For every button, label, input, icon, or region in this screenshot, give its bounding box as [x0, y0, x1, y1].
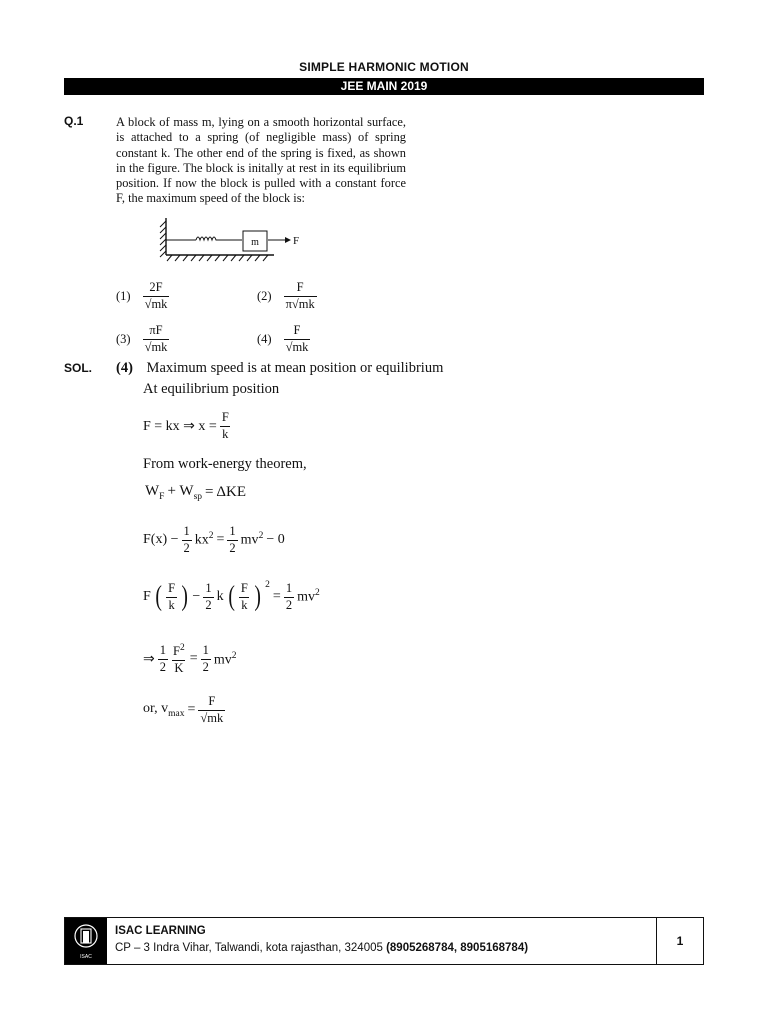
denominator: 2: [229, 540, 236, 555]
fraction-half: [284, 582, 294, 613]
solution-line-1: [116, 360, 443, 377]
denominator: k: [241, 597, 248, 612]
fraction-half: [201, 644, 211, 675]
denominator: 2: [159, 659, 166, 674]
numerator: 2F: [149, 280, 163, 294]
question-line: F, the maximum speed of the block is:: [116, 191, 305, 206]
solution-line-3: From work-energy theorem,: [143, 456, 307, 472]
fraction-half: [182, 525, 192, 556]
option-number: (2): [257, 288, 272, 303]
equation-4: [143, 582, 320, 613]
option-fraction: [284, 324, 311, 355]
denominator: 2: [205, 597, 212, 612]
wsp-sub: sp: [193, 492, 203, 502]
numerator: F: [221, 410, 229, 424]
isac-logo: [65, 918, 107, 964]
denominator: √mk: [144, 339, 168, 354]
exponent: 2: [314, 588, 320, 599]
equation-work-energy: [145, 483, 246, 502]
numerator: 1: [202, 643, 209, 658]
implies-arrow: ⇒: [143, 651, 155, 667]
exponent: 2: [231, 650, 237, 661]
numerator: F: [172, 644, 180, 659]
fraction: [198, 695, 225, 726]
equals: =: [189, 651, 198, 667]
numerator: F: [208, 694, 216, 708]
term: k: [216, 589, 224, 605]
term: F: [143, 589, 151, 605]
exam-banner: JEE MAIN 2019: [64, 78, 704, 95]
solution-line-2: At equilibrium position: [143, 381, 280, 397]
question-line: is attached to a spring (of negligible mass) of spring: [116, 130, 406, 145]
minus: −: [192, 589, 201, 605]
equation-text: F(x) −: [143, 532, 179, 548]
wall-hatch: [160, 221, 166, 257]
term: mv: [213, 652, 232, 668]
denominator: √mk: [144, 296, 168, 311]
denominator: √mk: [285, 339, 309, 354]
floor-hatch: [167, 255, 268, 261]
spring-block-figure: [150, 215, 310, 265]
numerator: 1: [183, 524, 190, 538]
option-number: (4): [257, 331, 272, 346]
organization-address: [115, 942, 528, 954]
fraction-half: [227, 525, 237, 556]
numerator: F: [168, 581, 176, 595]
equals: =: [272, 589, 281, 605]
fraction: [220, 411, 231, 442]
question-line: constant k. The other end of the spring is fixed, as shown: [116, 145, 406, 160]
option-1[interactable]: [116, 281, 169, 312]
solution-text: Maximum speed is at mean position or equilibrium: [146, 360, 444, 376]
equation-rhs: = ΔKE: [205, 484, 247, 500]
left-paren: (: [227, 581, 235, 613]
denominator: K: [174, 660, 184, 675]
equation-5: [143, 643, 236, 676]
right-paren: ): [254, 581, 261, 613]
block-label: m: [251, 237, 259, 248]
wsp: + W: [167, 483, 194, 499]
question-line: in the figure. The block is initally at rest in its equilibrium: [116, 160, 406, 175]
address-text: CP – 3 Indra Vihar, Talwandi, kota rajasthan, 324005: [115, 942, 387, 954]
option-number: (3): [116, 331, 131, 346]
wf: W: [145, 483, 160, 499]
term: mv: [240, 533, 259, 549]
equation-3: [143, 525, 285, 556]
fraction: [166, 582, 177, 613]
equals: =: [216, 532, 225, 548]
equation-text: F = kx ⇒ x =: [143, 418, 217, 434]
organization-name: ISAC LEARNING: [115, 925, 206, 937]
logo-text: ISAC: [80, 954, 92, 960]
fraction: [239, 582, 250, 613]
solution-label: SOL.: [64, 361, 93, 375]
question-text: [116, 115, 406, 207]
equation-equilibrium: [143, 411, 231, 442]
option-fraction: [143, 281, 170, 312]
equals: =: [187, 702, 196, 718]
numerator: πF: [149, 323, 163, 337]
numerator: 1: [229, 524, 236, 538]
exponent: 2: [208, 531, 214, 542]
page-number: 1: [656, 918, 703, 964]
option-4[interactable]: [257, 324, 310, 355]
term: mv: [297, 590, 315, 606]
denominator: π√mk: [285, 296, 315, 311]
denominator: k: [222, 426, 229, 441]
wf-sub: F: [159, 492, 165, 502]
equation-vmax: [143, 695, 225, 726]
numerator: 1: [205, 581, 212, 595]
term: or, v: [143, 701, 169, 717]
document-title: SIMPLE HARMONIC MOTION: [299, 60, 469, 74]
option-number: (1): [116, 288, 131, 303]
force-label: F: [293, 235, 300, 247]
exponent: 2: [179, 643, 185, 653]
solution-answer: (4): [116, 360, 133, 376]
numerator: 1: [159, 643, 166, 658]
fraction-half: [203, 582, 213, 613]
term: kx: [194, 533, 209, 549]
option-3[interactable]: [116, 324, 169, 355]
exponent: 2: [258, 531, 264, 542]
phone-numbers: (8905268784, 8905168784): [386, 942, 529, 954]
right-paren: ): [181, 581, 189, 613]
numerator: F: [296, 280, 304, 294]
numerator: F: [293, 323, 301, 337]
denominator: k: [168, 597, 175, 612]
fraction: [171, 643, 187, 676]
footer: [64, 917, 704, 965]
numerator: F: [240, 581, 248, 595]
spring: [166, 237, 242, 240]
left-paren: (: [155, 581, 162, 613]
option-fraction: [143, 324, 170, 355]
question-line: A block of mass m, lying on a smooth horizontal surface,: [116, 115, 406, 129]
fraction-half: [158, 644, 168, 675]
denominator: 2: [183, 540, 190, 555]
denominator: √mk: [200, 710, 224, 725]
denominator: 2: [285, 597, 293, 612]
numerator: 1: [285, 581, 293, 595]
denominator: 2: [202, 659, 209, 674]
subscript: max: [168, 709, 185, 720]
term: − 0: [266, 532, 285, 548]
arrow-head: [285, 237, 291, 243]
option-2[interactable]: [257, 281, 317, 312]
option-fraction: [284, 281, 317, 312]
question-line: position. If now the block is pulled with a constant force: [116, 176, 406, 191]
exponent: 2: [265, 580, 270, 590]
question-label: Q.1: [64, 114, 84, 128]
